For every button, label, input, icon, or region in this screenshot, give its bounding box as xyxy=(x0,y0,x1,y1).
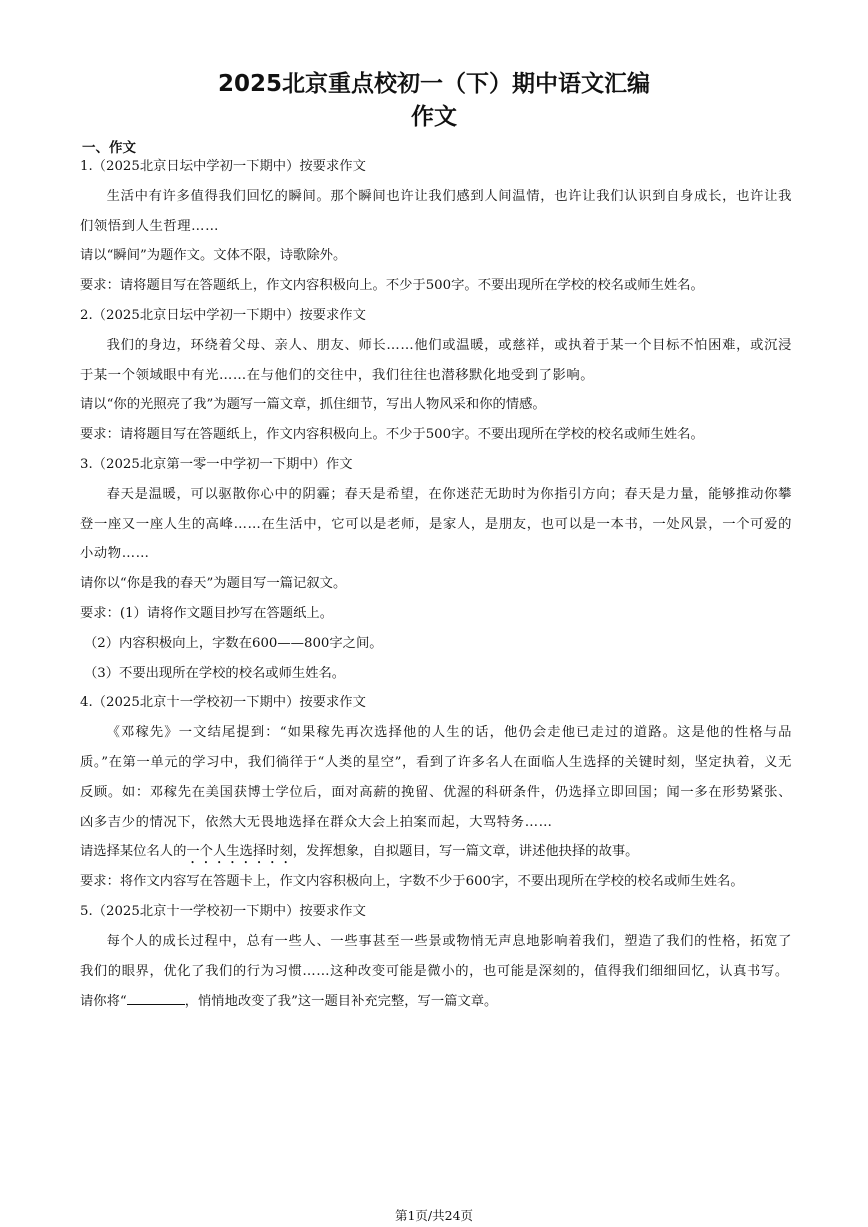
question-4-material: 《邓稼先》一文结尾提到：“如果稼先再次选择他的人生的话，他仍会走他已走过的道路。这是他的性格与品质。”在第一单元的学习中，我们徜徉于“人类的星空”，看到了许多名人在面临人生选择的关键时刻，坚定执着，义无反顾。如：邓稼先在美国获博士学位后，面对高薪的挽留、优渥的科研条件，仍选择立即回国；闻一多在形势紧张、凶多吉少的情况下，依然大无畏地选择在群众大会上拍案而起，大骂特务…… xyxy=(80,725,792,830)
question-1-material: 生活中有许多值得我们回忆的瞬间。那个瞬间也许让我们感到人间温情，也许让我们认识到自身成长，也许让我们领悟到人生哲理…… xyxy=(80,188,792,234)
question-2-material: 我们的身边，环绕着父母、亲人、朋友、师长……他们或温暖，或慈祥，或执着于某一个目标不怕困难，或沉浸于某一个领域眼中有光……在与他们的交往中，我们往往也潜移默化地受到了影响。 xyxy=(80,337,792,383)
question-3-requirement-3: （3）不要出现所在学校的校名或师生姓名。 xyxy=(83,665,346,681)
question-2-heading: 2.（2025北京日坛中学初一下期中）按要求作文 xyxy=(80,307,366,323)
document-subtitle: 作文 xyxy=(411,104,457,130)
question-4-prompt-start: 请选择某位名人的 xyxy=(80,844,187,860)
document-body xyxy=(80,152,792,1016)
question-3-requirement: 要求：(1）请将作文题目抄写在答题纸上。 xyxy=(80,605,333,621)
question-1-prompt: 请以“瞬间”为题作文。文体不限，诗歌除外。 xyxy=(80,248,347,264)
question-1-requirement: 要求：请将题目写在答题纸上，作文内容积极向上。不少于500字。不要出现所在学校的校名或师生姓名。 xyxy=(80,278,704,294)
question-5-material: 每个人的成长过程中，总有一些人、一些事甚至一些景或物悄无声息地影响着我们，塑造了我们的性格，拓宽了我们的眼界，优化了我们的行为习惯……这种改变可能是微小的，也可能是深刻的，值得我们细细回忆，认真书写。 xyxy=(80,933,792,979)
question-3-heading: 3.（2025北京第一零一中学初一下期中）作文 xyxy=(80,456,353,472)
question-2-requirement: 要求：请将题目写在答题纸上，作文内容积极向上。不少于500字。不要出现所在学校的校名或师生姓名。 xyxy=(80,427,704,443)
question-5-prompt-end: ，悄悄地改变了我”这一题目补充完整，写一篇文章。 xyxy=(184,993,498,1009)
page-number: 第1页/共24页 xyxy=(394,1208,474,1223)
question-5-heading: 5.（2025北京十一学校初一下期中）按要求作文 xyxy=(80,904,366,920)
question-4-requirement: 要求：将作文内容写在答题卡上，作文内容积极向上，字数不少于600字，不要出现所在学校的校名或师生姓名。 xyxy=(80,874,744,890)
question-4-prompt xyxy=(80,837,792,867)
question-4-emphasized-phrase: 一个人生选择时刻 xyxy=(186,844,293,860)
question-4-prompt-end: ，发挥想象，自拟题目，写一篇文章，讲述他抉择的故事。 xyxy=(292,844,639,860)
section-heading: 一、作文 xyxy=(82,140,136,156)
question-3-prompt: 请你以“你是我的春天”为题目写一篇记叙文。 xyxy=(80,576,347,592)
question-2-prompt: 请以“你的光照亮了我”为题写一篇文章，抓住细节，写出人物风采和你的情感。 xyxy=(80,397,546,413)
fill-in-blank-line xyxy=(127,990,185,1005)
document-title: 2025北京重点校初一（下）期中语文汇编 xyxy=(217,71,650,97)
question-4-heading: 4.（2025北京十一学校初一下期中）按要求作文 xyxy=(80,695,366,711)
question-5-prompt xyxy=(80,987,792,1017)
question-1-heading: 1.（2025北京日坛中学初一下期中）按要求作文 xyxy=(80,159,366,174)
question-3-material: 春天是温暖，可以驱散你心中的阴霾；春天是希望，在你迷茫无助时为你指引方向；春天是力量，能够推动你攀登一座又一座人生的高峰……在生活中，它可以是老师，是家人，是朋友，也可以是一本书，一处风景，一个可爱的小动物…… xyxy=(80,486,792,562)
question-3-requirement-2: （2）内容积极向上，字数在600——800字之间。 xyxy=(83,635,383,651)
question-5-prompt-start: 请你将“ xyxy=(80,993,127,1009)
